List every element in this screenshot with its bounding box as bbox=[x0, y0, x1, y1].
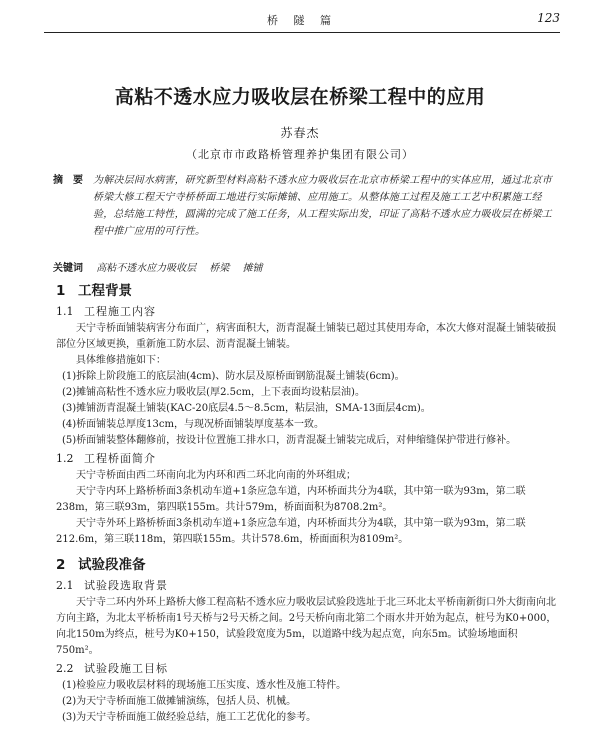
abstract-text: 为解决层间水病害，研究新型材料高粘不透水应力吸收层在北京市桥梁工程中的实体应用，通过北京市桥梁大修工程天宁寺桥桥面工地进行实际摊铺、应用施工。从整体施工过程及施工工艺中积累施工经验，总结施工特性，圆满的完成了施工任务，从工程实际出发，印证了高粘不透水应力吸收层在桥梁工程中推广应用的可行性。 bbox=[93, 175, 552, 237]
list-item: (4)桥面铺装总厚度13cm，与现况桥面铺装厚度基本一致。 bbox=[62, 419, 324, 430]
running-header bbox=[44, 10, 560, 33]
section-heading bbox=[56, 554, 558, 576]
paragraph: 天宁寺桥面铺装病害分布面广，病害面积大，沥青混凝土铺装已超过其使用寿命，本次大修对混凝土铺装破损部位分区域更换，重新施工防水层、沥青混凝土铺装。 bbox=[56, 323, 556, 350]
subsection-number: 2.1 bbox=[56, 579, 74, 592]
keyword: 摊铺 bbox=[242, 263, 263, 274]
keywords-label: 关键词 bbox=[53, 263, 83, 274]
subsection-heading bbox=[56, 449, 558, 468]
list-item: (1)拆除上阶段施工的底层油(4cm)、防水层及原桥面钢筋混凝土铺装(6cm)。 bbox=[62, 371, 405, 382]
section-name: 桥 隧 篇 bbox=[267, 14, 337, 27]
paragraph: 天宁寺外环上路桥桥面3条机动车道+1条应急车道，内环桥面共分为4联，其中第一联为93m，第二联212.6m，第三联118m，第四联155m。共计578.6m，桥面面积为8109m²。 bbox=[56, 518, 526, 545]
subsection-number: 2.2 bbox=[56, 662, 74, 675]
subsection-heading bbox=[56, 576, 558, 595]
section-title: 试验段准备 bbox=[78, 557, 146, 573]
section-number: 1 bbox=[56, 283, 66, 299]
paper-title: 高粘不透水应力吸收层在桥梁工程中的应用 bbox=[114, 86, 486, 108]
abstract-label: 摘 要 bbox=[53, 175, 83, 186]
list-item: (3)摊铺沥青混凝土铺装(KAC-20底层4.5～8.5cm，粘层油，SMA-13面层4cm)。 bbox=[62, 403, 431, 414]
list-item: (1)检验应力吸收层材料的现场施工压实度、透水性及施工特件。 bbox=[62, 680, 347, 691]
keyword: 桥梁 bbox=[209, 263, 230, 274]
subsection-title: 试验段施工目标 bbox=[84, 662, 168, 675]
keyword: 高粘不透水应力吸收层 bbox=[96, 263, 197, 274]
subsection-number: 1.2 bbox=[56, 452, 74, 465]
affiliation: （北京市市政路桥管理养护集团有限公司） bbox=[186, 148, 414, 161]
keywords bbox=[53, 259, 556, 274]
section-title: 工程背景 bbox=[78, 283, 132, 299]
section-heading bbox=[56, 280, 558, 302]
subsection-heading bbox=[56, 302, 558, 321]
abstract bbox=[53, 172, 556, 240]
list-item: (5)桥面铺装整体翻修前，按设计位置施工排水口，沥青混凝土铺装完成后，对伸缩缝保护带进行修补。 bbox=[62, 435, 517, 446]
body-content bbox=[56, 280, 558, 726]
subsection-title: 工程桥面简介 bbox=[84, 452, 156, 465]
list-item: (2)为天宁寺桥面施工做摊铺演练，包括人员、机械。 bbox=[62, 696, 297, 707]
list-item: (2)摊铺高粘性不透水应力吸收层(厚2.5cm，上下表面均设粘层油)。 bbox=[62, 387, 365, 398]
section-number: 2 bbox=[56, 557, 66, 573]
subsection-title: 试验段选取背景 bbox=[84, 579, 168, 592]
paragraph: 天宁寺内环上路桥桥面3条机动车道+1条应急车道，内环桥面共分为4联，其中第一联为93m，第二联238m，第三联93m，第四联155m。共计579m，桥面面积为8708.2m²。 bbox=[56, 486, 526, 513]
author-name: 苏春杰 bbox=[280, 126, 320, 140]
list-intro: 具体维修措施如下： bbox=[76, 355, 166, 366]
subsection-heading bbox=[56, 659, 558, 678]
paragraph: 天宁寺二环内外环上路桥大修工程高粘不透水应力吸收层试验段选址于北三环北太平桥南新街口外大街南向北方向主路，为北太平桥桥南1号天桥与2号天桥之间。2号天桥向南北第二个雨水井开始为起点，桩号为K0+000，向北150m为终点，桩号为K0+150，试验段宽度为5m，以道路中线为起点宽，向东5m。试验场地面积750m²。 bbox=[56, 597, 557, 656]
page-number: 123 bbox=[537, 11, 560, 25]
subsection-title: 工程施工内容 bbox=[84, 305, 156, 318]
paragraph: 天宁寺桥面由西二环南向北为内环和西二环北向南的外环组成； bbox=[76, 470, 356, 481]
subsection-number: 1.1 bbox=[56, 305, 74, 318]
list-item: (3)为天宁寺桥面施工做经验总结，施工工艺优化的参考。 bbox=[62, 712, 317, 723]
